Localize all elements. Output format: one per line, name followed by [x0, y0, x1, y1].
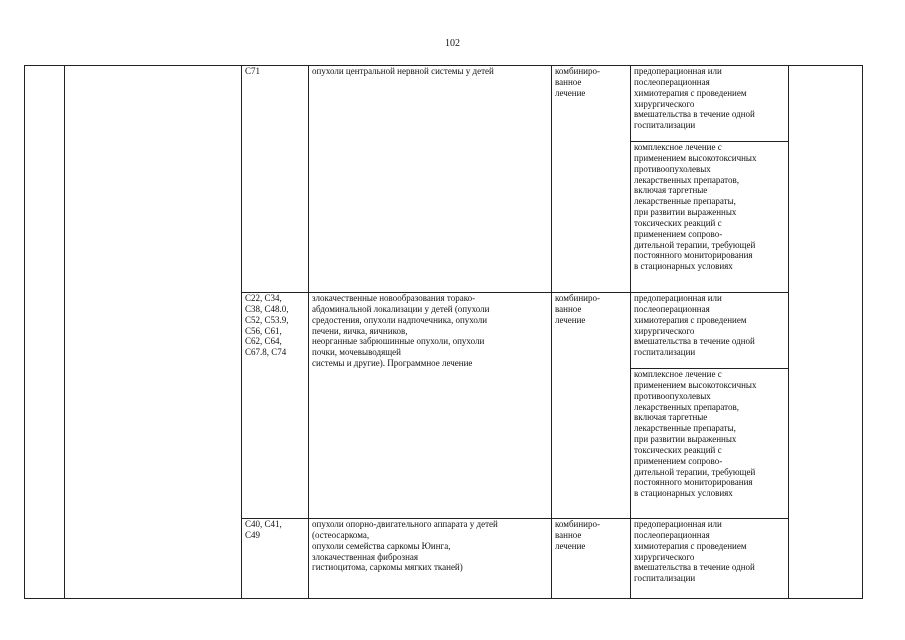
cost-column-cell: [789, 66, 863, 599]
icd-codes-cell: C71: [242, 66, 309, 293]
treatment-method-cell: предоперационная или послеоперационная химиотерапия с проведением хирургического вмешательства в течение одной госпитализации: [631, 519, 789, 599]
treatment-method-cell: предоперационная или послеоперационная химиотерапия с проведением хирургического вмешательства в течение одной госпитализации: [631, 66, 789, 142]
treatment-method-cell: комплексное лечение с применением высокотоксичных противоопухолевых лекарственных препаратов, включая таргетные лекарственные препараты, при развитии выраженных токсических реакций с применением сопрово- дительной терапии, требующей постоянного мониторирования в стационарных условиях: [631, 369, 789, 519]
treatment-type-cell: комбиниро- ванное лечение: [552, 66, 631, 293]
diagnosis-cell: злокачественные новообразования торако- абдоминальной локализации у детей (опухоли средостения, опухоли надпочечника, опухоли печени, яичка, яичников, неорганные забрюшинные опухоли, опухоли почки, мочевыводящей системы и другие). Программное лечение: [309, 293, 552, 519]
treatment-method-cell: предоперационная или послеоперационная химиотерапия с проведением хирургического вмешательства в течение одной госпитализации: [631, 293, 789, 369]
table-row: [25, 66, 863, 142]
icd-codes-cell: C40, C41, C49: [242, 519, 309, 599]
treatment-method-cell: комплексное лечение с применением высокотоксичных противоопухолевых лекарственных препаратов, включая таргетные лекарственные препараты, при развитии выраженных токсических реакций с применением сопрово- дительной терапии, требующей постоянного мониторирования в стационарных условиях: [631, 142, 789, 293]
diagnosis-cell: опухоли центральной нервной системы у детей: [309, 66, 552, 293]
diagnosis-cell: опухоли опорно-двигательного аппарата у детей (остеосаркома, опухоли семейства саркомы Юинга, злокачественная фиброзная гистиоцитома, саркомы мягких тканей): [309, 519, 552, 599]
page-number: 102: [445, 38, 460, 49]
number-column-cell: [25, 66, 65, 599]
profile-column-cell: [65, 66, 242, 599]
treatment-type-cell: комбиниро- ванное лечение: [552, 293, 631, 519]
treatment-table: [24, 65, 863, 599]
icd-codes-cell: C22, C34, C38, C48.0, C52, C53.9, C56, C61, C62, C64, C67.8, C74: [242, 293, 309, 519]
treatment-type-cell: комбиниро- ванное лечение: [552, 519, 631, 599]
